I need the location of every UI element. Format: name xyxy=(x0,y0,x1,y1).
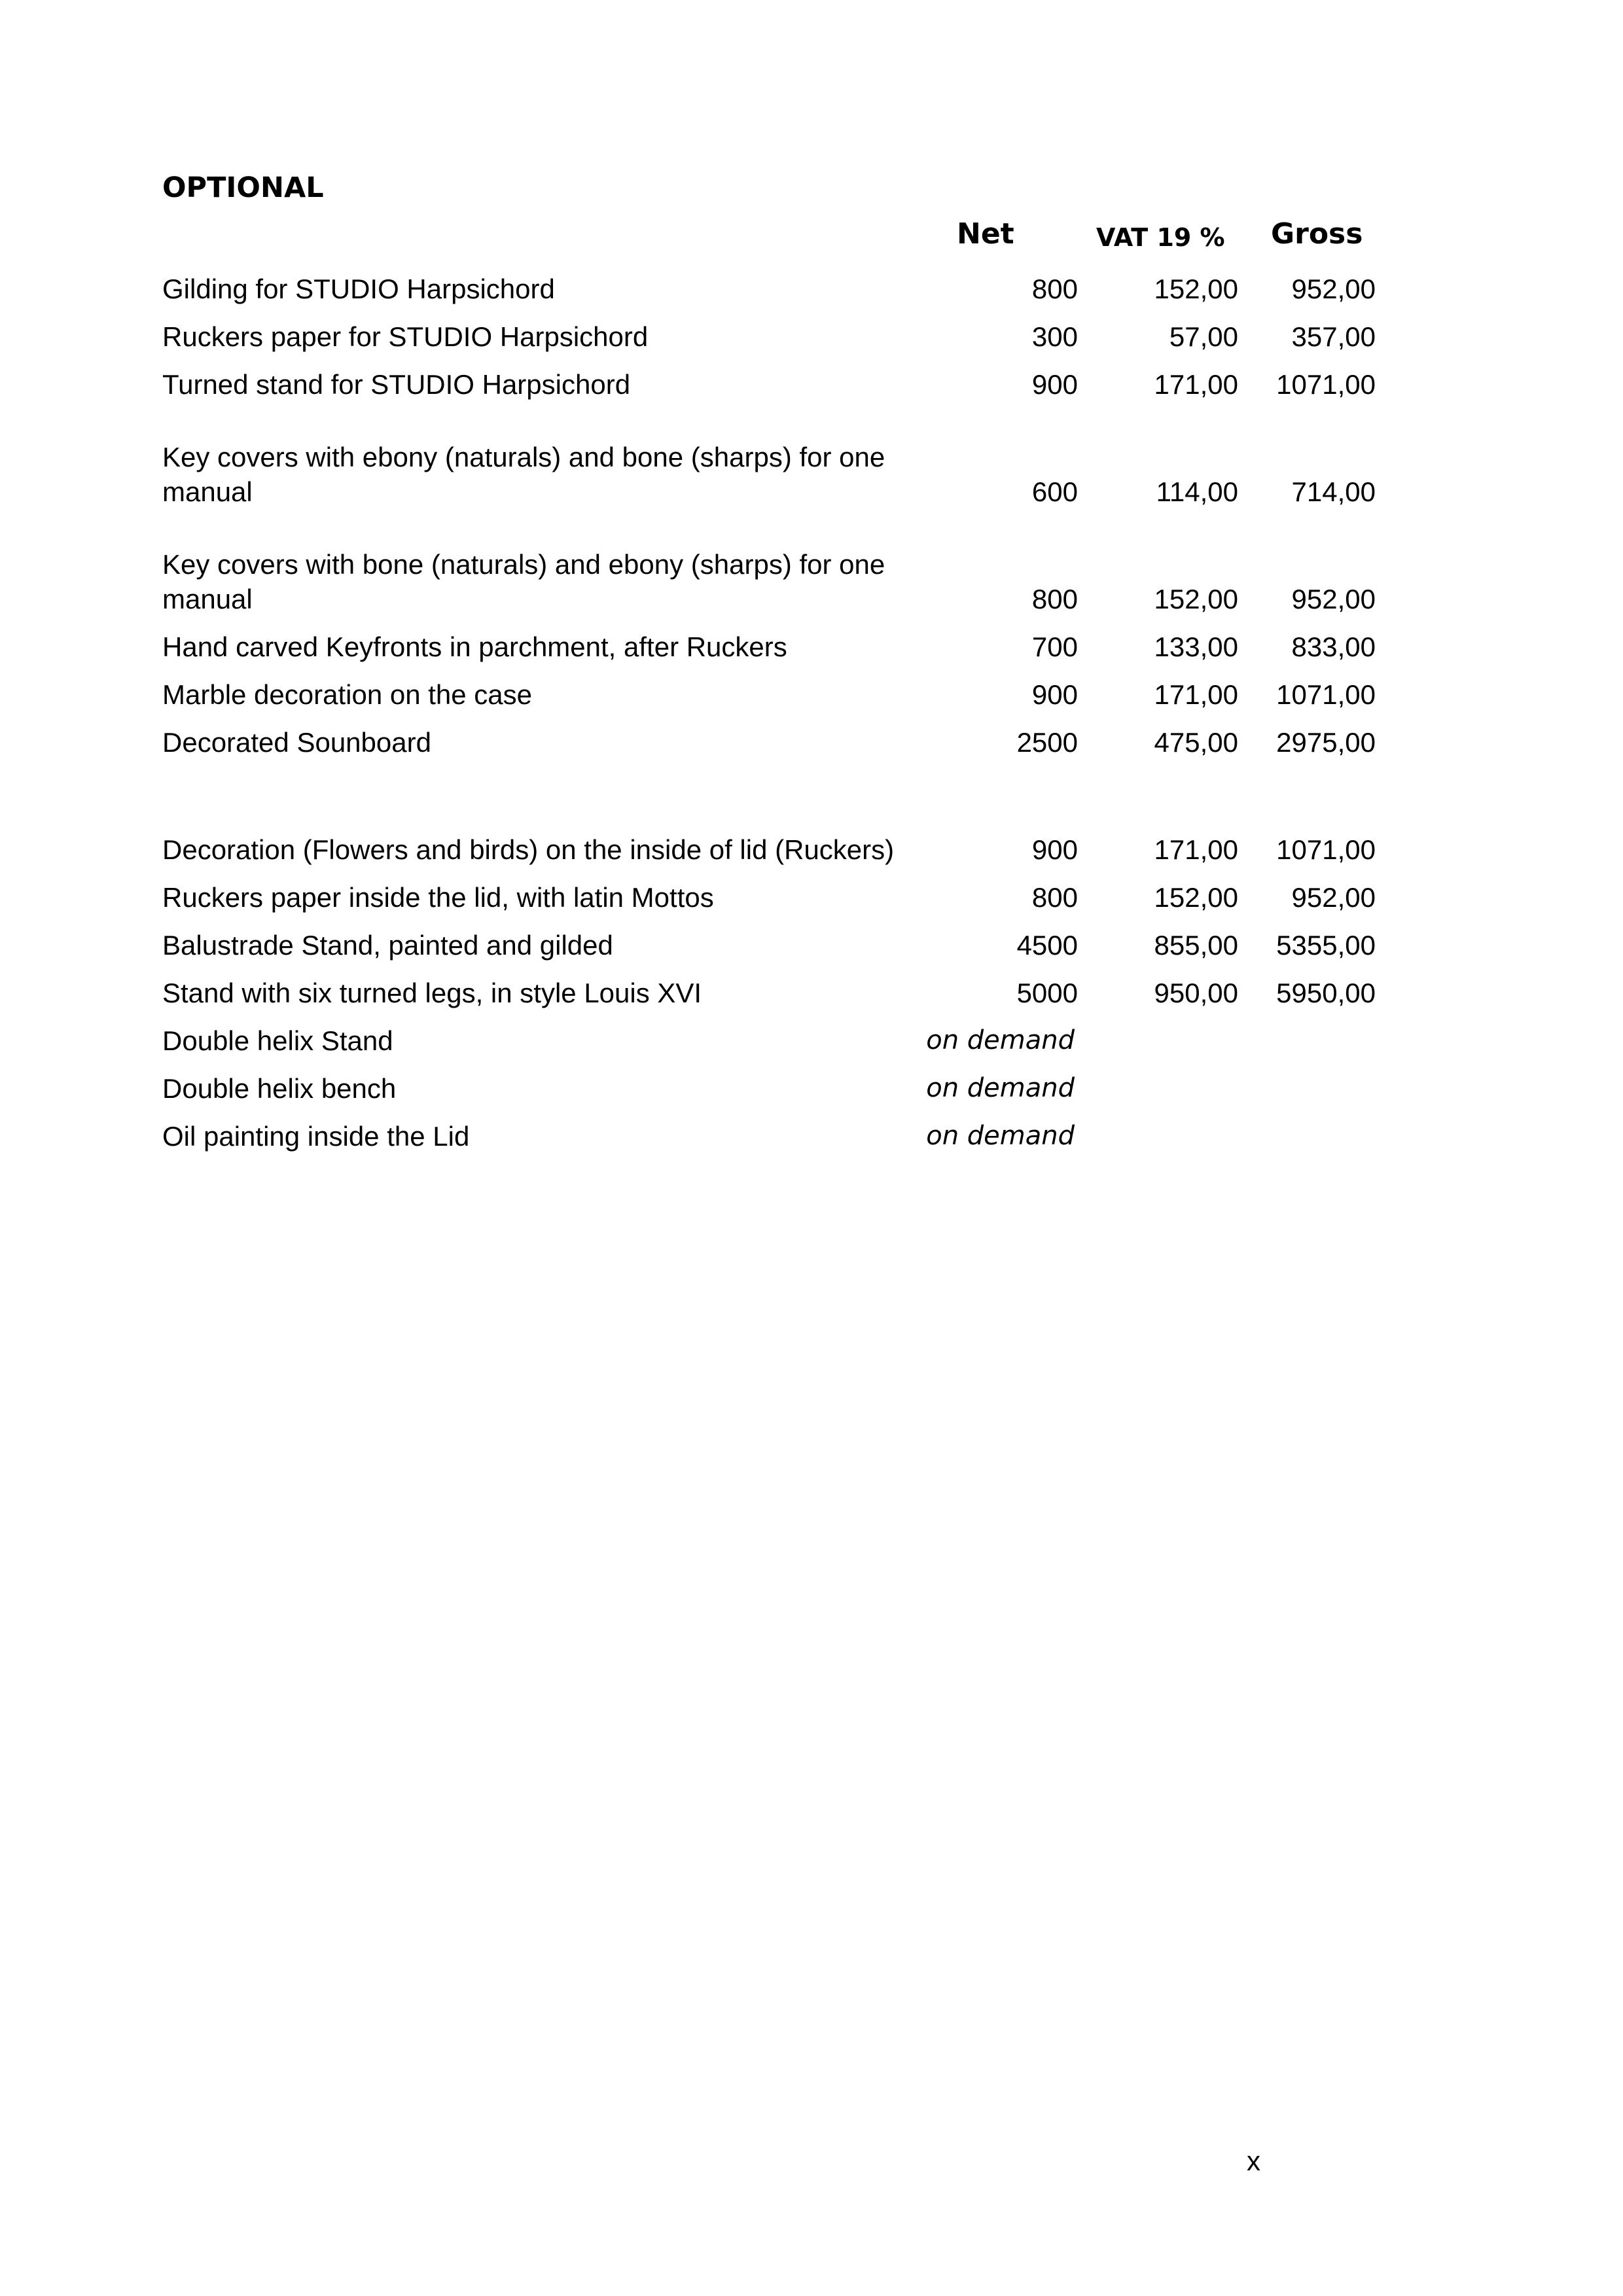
net-price: 800 xyxy=(1031,584,1078,614)
vat-amount: 133,00 xyxy=(1154,631,1238,662)
column-header-vat: VAT 19 % xyxy=(1096,223,1225,252)
item-description: Stand with six turned legs, in style Louis XVI xyxy=(162,978,702,1008)
vat-amount: 152,00 xyxy=(1154,274,1238,304)
table-row xyxy=(162,1065,1380,1112)
net-price: 900 xyxy=(1031,369,1078,400)
table-row xyxy=(162,874,1380,921)
net-price: 600 xyxy=(1031,476,1078,507)
gross-price: 833,00 xyxy=(1291,631,1376,662)
gross-price: 1071,00 xyxy=(1276,679,1376,710)
net-price: 300 xyxy=(1031,321,1078,352)
gross-price: 952,00 xyxy=(1291,882,1376,913)
item-description: Decorated Sounboard xyxy=(162,727,431,758)
price-on-demand: on demand xyxy=(926,1073,1075,1103)
item-description: Double helix bench xyxy=(162,1073,397,1104)
item-description: Ruckers paper for STUDIO Harpsichord xyxy=(162,321,649,352)
item-description: Decoration (Flowers and birds) on the inside of lid (Ruckers) xyxy=(162,834,895,865)
vat-amount: 171,00 xyxy=(1154,834,1238,865)
net-price: 800 xyxy=(1031,882,1078,913)
page-marker: x xyxy=(1247,2146,1260,2176)
item-description: Balustrade Stand, painted and gilded xyxy=(162,930,613,961)
item-description: Double helix Stand xyxy=(162,1025,393,1056)
item-description: Key covers with ebony (naturals) and bone (sharps) for one manual xyxy=(162,442,885,507)
price-on-demand: on demand xyxy=(926,1121,1075,1151)
vat-amount: 57,00 xyxy=(1169,321,1238,352)
item-description: Turned stand for STUDIO Harpsichord xyxy=(162,369,631,400)
vat-amount: 171,00 xyxy=(1154,679,1238,710)
vat-amount: 855,00 xyxy=(1154,930,1238,961)
gross-price: 952,00 xyxy=(1291,274,1376,304)
vat-amount: 152,00 xyxy=(1154,882,1238,913)
vat-amount: 171,00 xyxy=(1154,369,1238,400)
item-description: Marble decoration on the case xyxy=(162,679,533,710)
item-description: Ruckers paper inside the lid, with latin Mottos xyxy=(162,882,714,913)
net-price: 700 xyxy=(1031,631,1078,662)
vat-amount: 152,00 xyxy=(1154,584,1238,614)
vat-amount: 475,00 xyxy=(1154,727,1238,758)
gross-price: 714,00 xyxy=(1291,476,1376,507)
gross-price: 1071,00 xyxy=(1276,834,1376,865)
net-price: 2500 xyxy=(1016,727,1078,758)
table-row xyxy=(162,420,1380,516)
vat-amount: 950,00 xyxy=(1154,978,1238,1008)
gross-price: 2975,00 xyxy=(1276,727,1376,758)
column-header-gross: Gross xyxy=(1271,217,1363,251)
table-row xyxy=(162,671,1380,718)
section-heading: OPTIONAL xyxy=(162,171,324,204)
net-price: 5000 xyxy=(1016,978,1078,1008)
net-price: 4500 xyxy=(1016,930,1078,961)
item-description: Oil painting inside the Lid xyxy=(162,1121,470,1152)
table-row xyxy=(162,921,1380,969)
table-row xyxy=(162,1017,1380,1065)
gross-price: 5355,00 xyxy=(1276,930,1376,961)
item-description: Gilding for STUDIO Harpsichord xyxy=(162,274,555,304)
net-price: 800 xyxy=(1031,274,1078,304)
table-row xyxy=(162,969,1380,1017)
table-row xyxy=(162,778,1380,874)
net-price: 900 xyxy=(1031,679,1078,710)
table-row xyxy=(162,527,1380,623)
column-header-net: Net xyxy=(957,217,1014,251)
price-on-demand: on demand xyxy=(926,1025,1075,1055)
table-row xyxy=(162,313,1380,361)
vat-amount: 114,00 xyxy=(1156,476,1238,507)
item-description: Hand carved Keyfronts in parchment, after Ruckers xyxy=(162,631,787,662)
table-row xyxy=(162,361,1380,408)
table-row xyxy=(162,1112,1380,1160)
table-row xyxy=(162,718,1380,766)
gross-price: 952,00 xyxy=(1291,584,1376,614)
gross-price: 5950,00 xyxy=(1276,978,1376,1008)
table-row xyxy=(162,265,1380,313)
net-price: 900 xyxy=(1031,834,1078,865)
price-table xyxy=(162,265,1380,1160)
gross-price: 1071,00 xyxy=(1276,369,1376,400)
gross-price: 357,00 xyxy=(1291,321,1376,352)
item-description: Key covers with bone (naturals) and ebony (sharps) for one manual xyxy=(162,549,885,614)
table-row xyxy=(162,623,1380,671)
